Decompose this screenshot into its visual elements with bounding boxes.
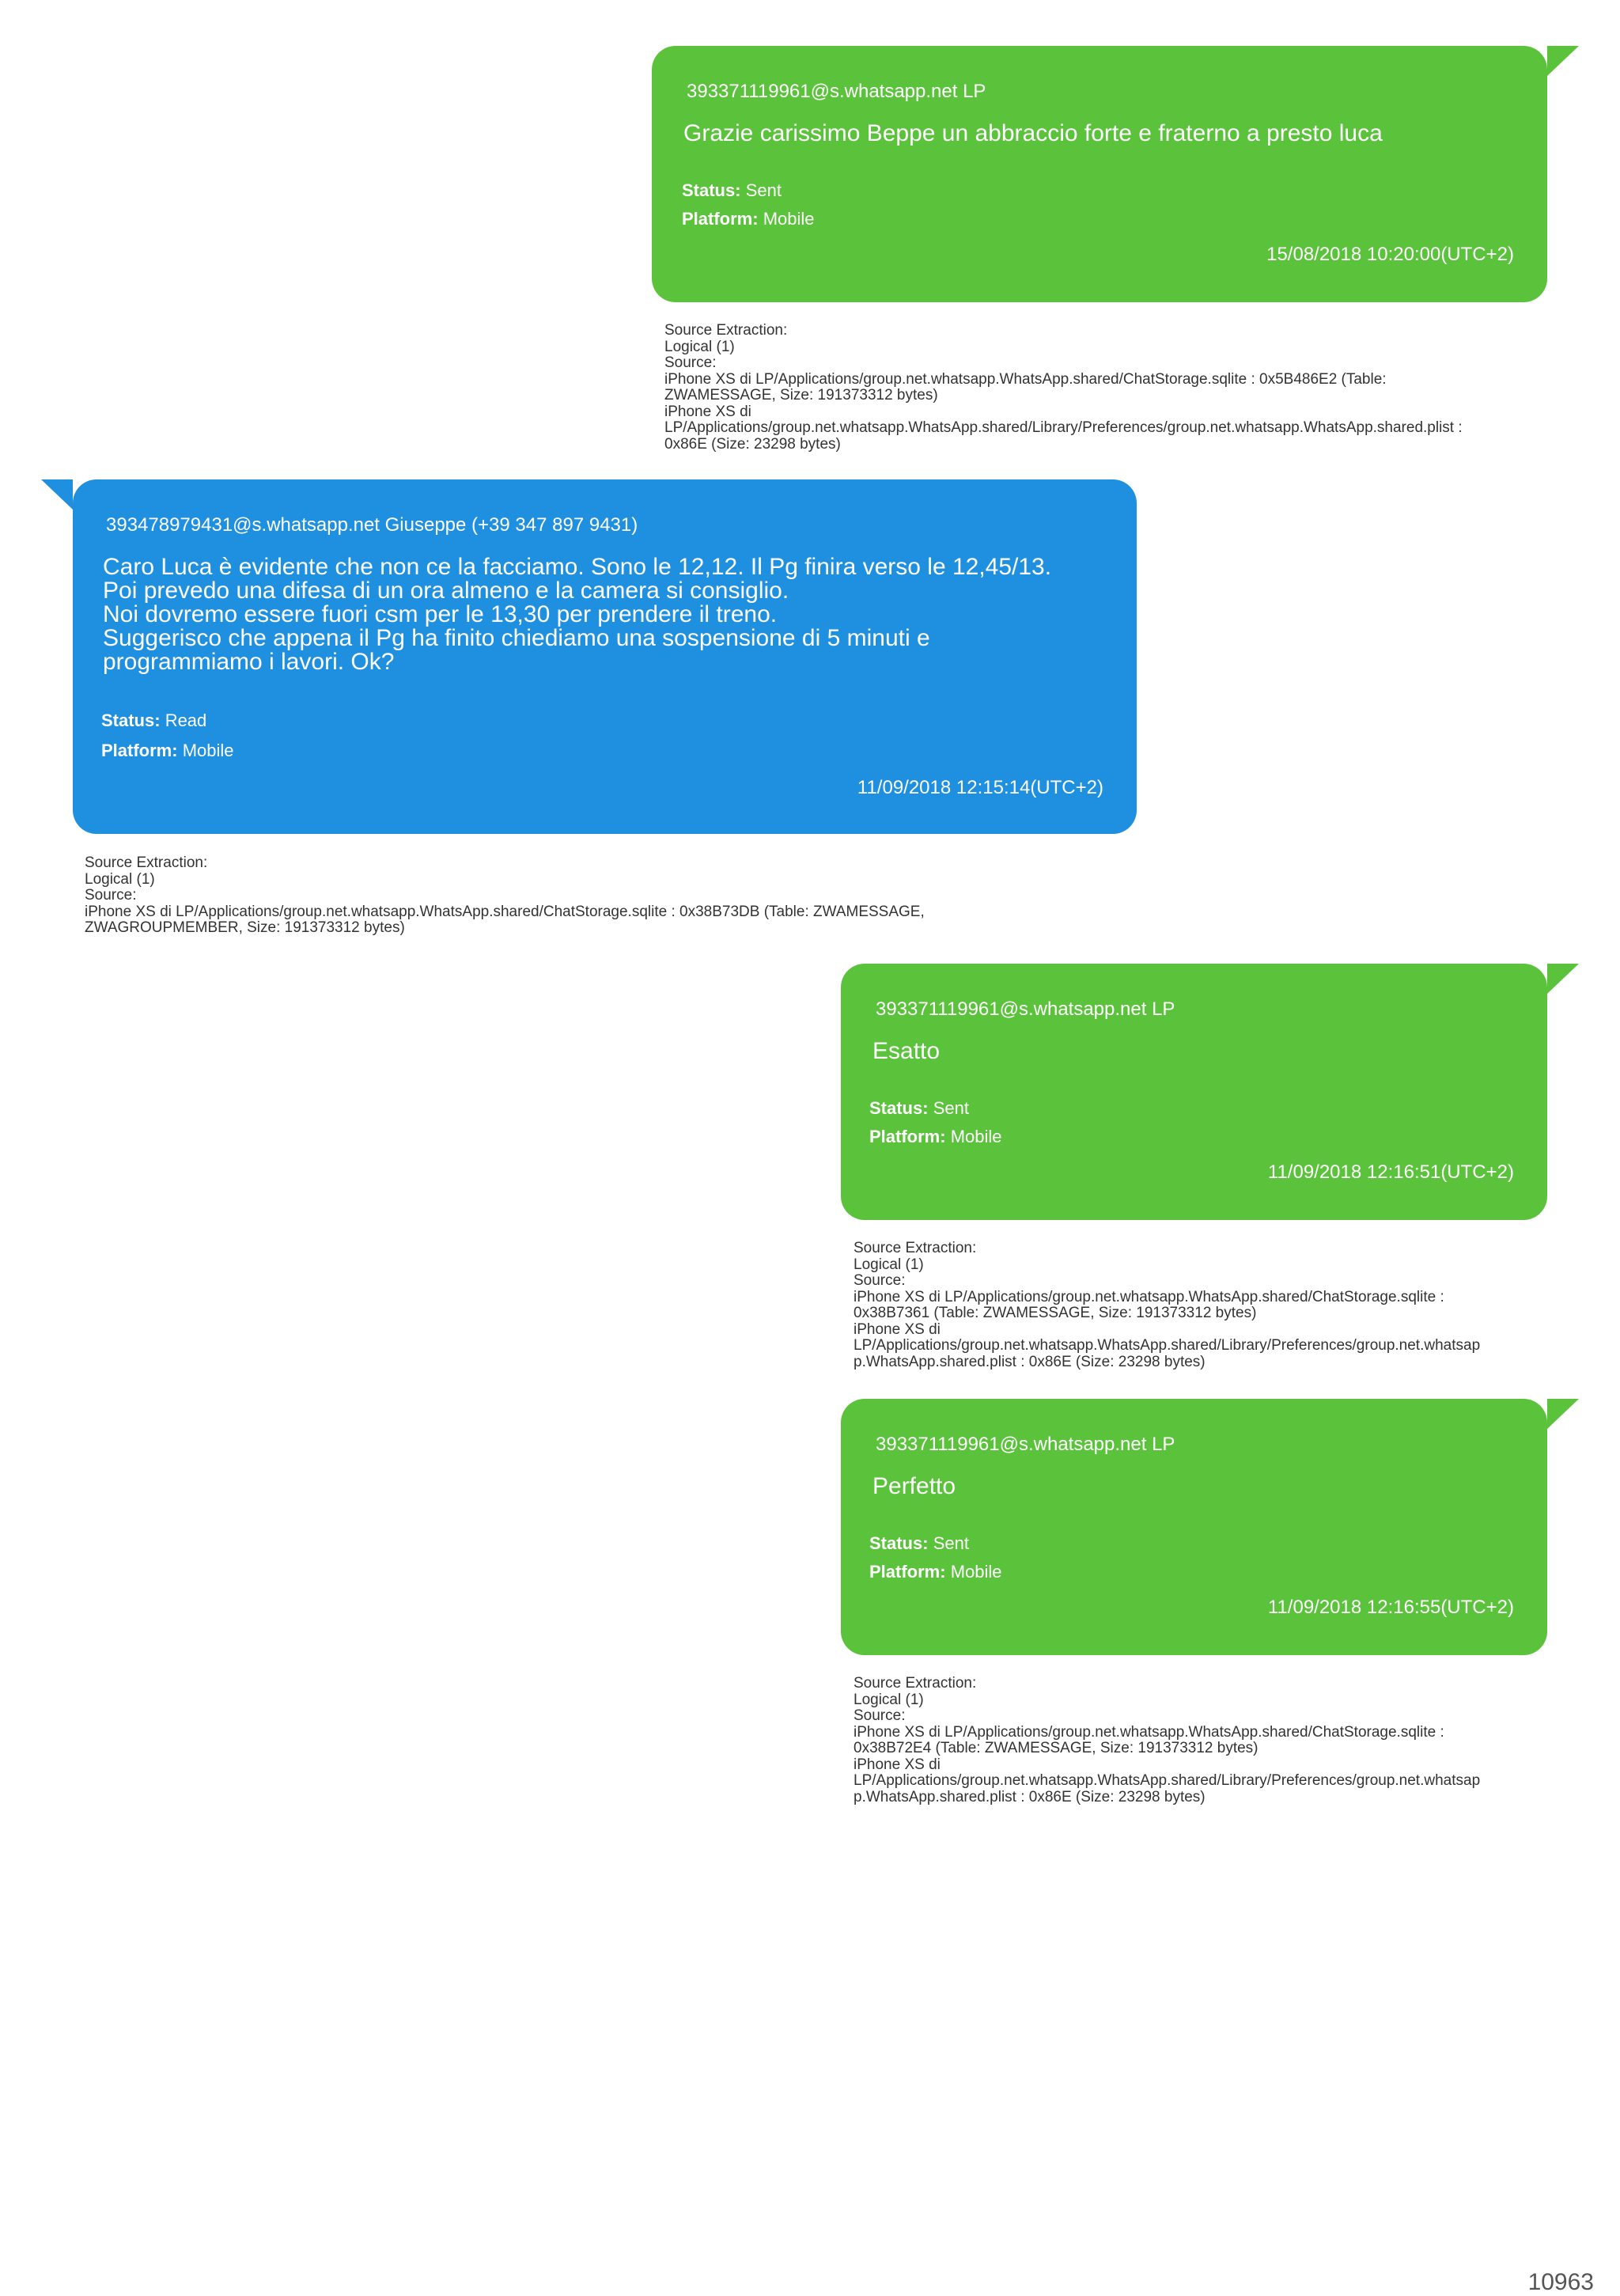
message-platform (682, 209, 815, 229)
status-value: Sent (933, 1533, 969, 1553)
message-bubble-received (73, 479, 1137, 834)
platform-label: Platform: (869, 1562, 946, 1582)
platform-value: Mobile (182, 741, 234, 760)
status-label: Status: (682, 180, 741, 200)
status-value: Read (165, 710, 207, 730)
message-platform (101, 741, 234, 761)
message-bubble-sent (652, 46, 1547, 302)
message-text: Caro Luca è evidente che non ce la facciamo. Sono le 12,12. Il Pg finira verso le 12,45/13. Poi prevedo una difesa di un ora almeno e la camera si consiglio. Noi dovremo essere fuori csm per le 13,30 per prendere il treno. Suggerisco che appena il Pg ha finito chiediamo una sospensione di 5 minuti e programmiamo i lavori. Ok? (103, 554, 1052, 675)
source-extraction: Source Extraction: Logical (1) Source: iPhone XS di LP/Applications/group.net.whatsapp.WhatsApp.shared/ChatStorage.sqlite : 0x38B7361 (Table: ZWAMESSAGE, Size: 191373312 bytes) iPhone XS di LP/Applications/group.net.whatsapp.WhatsApp.shared/Library/Preferences/group.net.whatsap p.WhatsApp.shared.plist : 0x86E (Size: 23298 bytes) (854, 1240, 1481, 1370)
status-label: Status: (869, 1098, 929, 1118)
message-status (682, 180, 782, 201)
platform-label: Platform: (682, 209, 759, 229)
message-timestamp: 15/08/2018 10:20:00(UTC+2) (1266, 244, 1514, 265)
message-text: Esatto (872, 1038, 941, 1064)
source-extraction: Source Extraction: Logical (1) Source: iPhone XS di LP/Applications/group.net.whatsapp.WhatsApp.shared/ChatStorage.sqlite : 0x38B72E4 (Table: ZWAMESSAGE, Size: 191373312 bytes) iPhone XS di LP/Applications/group.net.whatsapp.WhatsApp.shared/Library/Preferences/group.net.whatsap p.WhatsApp.shared.plist : 0x86E (Size: 23298 bytes) (854, 1675, 1481, 1805)
message-platform (869, 1562, 1002, 1582)
bubble-tail (1547, 1399, 1579, 1429)
platform-value: Mobile (763, 209, 815, 229)
bubble-tail (1547, 964, 1579, 994)
message-status (101, 710, 206, 731)
platform-value: Mobile (950, 1127, 1002, 1146)
status-label: Status: (101, 710, 161, 730)
platform-label: Platform: (101, 741, 178, 760)
status-value: Sent (933, 1098, 969, 1118)
message-status (869, 1533, 969, 1554)
platform-label: Platform: (869, 1127, 946, 1146)
message-text: Perfetto (872, 1473, 956, 1499)
platform-value: Mobile (950, 1562, 1002, 1582)
message-platform (869, 1127, 1002, 1147)
status-label: Status: (869, 1533, 929, 1553)
source-extraction: Source Extraction: Logical (1) Source: iPhone XS di LP/Applications/group.net.whatsapp.WhatsApp.shared/ChatStorage.sqlite : 0x38B73DB (Table: ZWAMESSAGE, ZWAGROUPMEMBER, Size: 191373312 bytes) (85, 854, 925, 936)
message-timestamp: 11/09/2018 12:16:55(UTC+2) (1267, 1597, 1514, 1618)
bubble-tail (41, 479, 73, 510)
message-sender: 393478979431@s.whatsapp.net Giuseppe (+39 347 897 9431) (106, 514, 638, 536)
source-extraction: Source Extraction: Logical (1) Source: iPhone XS di LP/Applications/group.net.whatsapp.WhatsApp.shared/ChatStorage.sqlite : 0x5B486E2 (Table: ZWAMESSAGE, Size: 191373312 bytes) iPhone XS di LP/Applications/group.net.whatsapp.WhatsApp.shared/Library/Preferences/group.net.whatsapp.WhatsApp.shared.plist : 0x86E (Size: 23298 bytes) (664, 322, 1463, 453)
message-timestamp: 11/09/2018 12:16:51(UTC+2) (1267, 1161, 1514, 1183)
page-number: 10963 (1527, 2269, 1594, 2295)
message-bubble-sent (841, 964, 1547, 1220)
message-bubble-sent (841, 1399, 1547, 1655)
message-sender: 393371119961@s.whatsapp.net LP (876, 998, 1175, 1020)
bubble-tail (1547, 46, 1579, 76)
message-status (869, 1098, 969, 1119)
message-text: Grazie carissimo Beppe un abbraccio forte e fraterno a presto luca (683, 120, 1383, 146)
message-sender: 393371119961@s.whatsapp.net LP (876, 1434, 1175, 1455)
status-value: Sent (745, 180, 782, 200)
message-sender: 393371119961@s.whatsapp.net LP (687, 81, 986, 102)
message-timestamp: 11/09/2018 12:15:14(UTC+2) (857, 777, 1103, 798)
